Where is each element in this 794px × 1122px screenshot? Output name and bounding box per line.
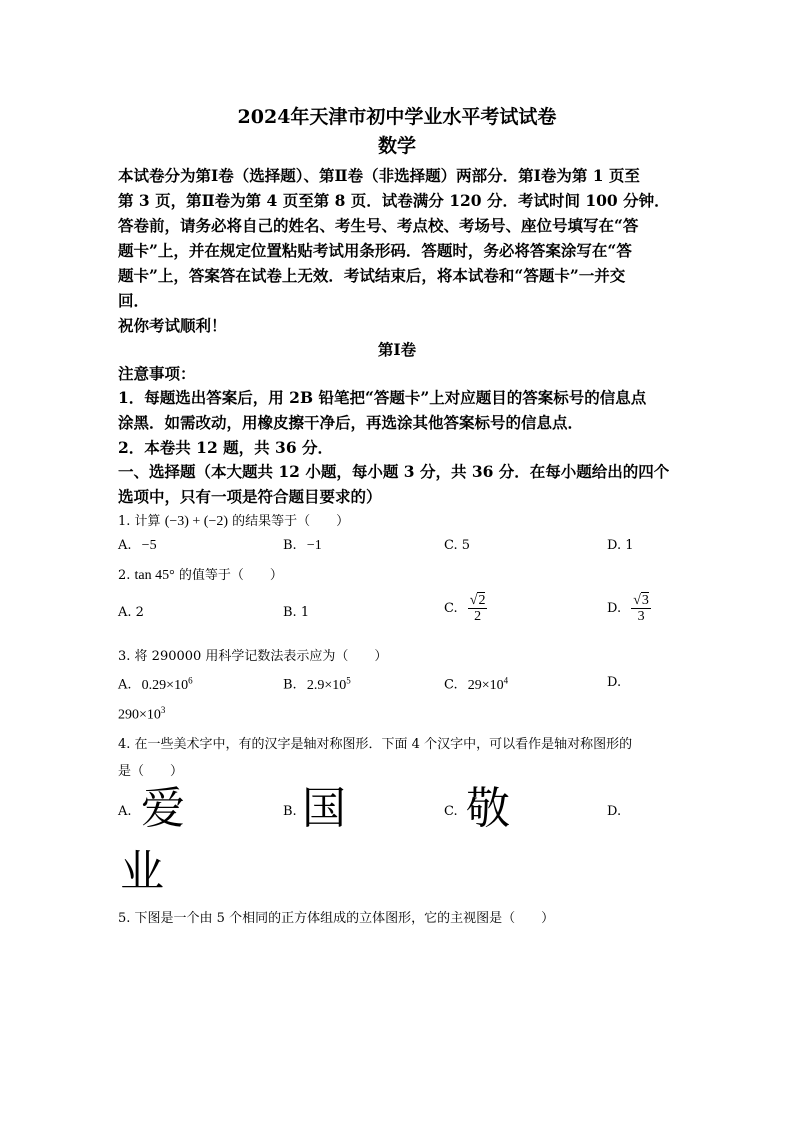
good-luck-line: 祝你考试顺利！ [118,316,227,335]
denominator: 3 [631,608,651,624]
sci-base: 0.29×10 [141,677,189,693]
sci-base: 290×10 [118,707,161,723]
radicand: 2 [478,593,486,608]
sci-base: 2.9×10 [306,677,347,693]
part-heading: 选项中，只有一项是符合题目要求的） [118,487,382,506]
sqrt-sign: √ [469,593,478,608]
q4-char-guo: 国 [302,783,346,834]
q4-option-c-label[interactable]: C. [444,804,458,819]
option-label: D. [607,600,622,616]
q2-option-b[interactable]: B. 1 [283,605,310,620]
q2-expression: tan 45° [134,568,175,583]
radicand: 3 [641,593,649,608]
q1-option-d[interactable]: D. 1 [607,538,634,553]
option-label: A. [118,677,132,693]
fraction-sqrt3-over-3 [631,592,651,625]
q4-char-jing: 敬 [466,783,510,834]
intro-line: 回． [118,291,150,310]
q1-option-a[interactable] [118,538,157,554]
question-4-line2: 是（ ） [118,764,184,779]
q2-option-d[interactable] [607,592,651,625]
q4-option-b-label[interactable]: B. [283,804,297,819]
fraction-sqrt2-over-2 [468,592,488,625]
sci-exponent: 4 [503,675,509,685]
option-label: B. [283,538,297,553]
q3-option-d-value [118,705,165,724]
note-line: 2．本卷共 12 题，共 36 分． [118,438,334,457]
q3-option-a[interactable] [118,675,193,694]
q2-suffix: 的值等于（ ） [178,568,283,583]
sci-exponent: 5 [346,675,351,685]
option-label: B. [283,677,297,693]
note-line: 涂黑．如需改动，用橡皮擦干净后，再选涂其他答案标号的信息点． [118,413,584,432]
sci-exponent: 3 [160,705,166,715]
intro-line: 答卷前，请务必将自己的姓名、考生号、考点校、考场号、座位号填写在“答 [118,216,639,235]
question-4-line1: 4. 在一些美术字中，有的汉字是轴对称图形．下面 4 个汉字中，可以看作是轴对称图形的 [118,737,633,752]
section-title: 第Ⅰ卷 [377,340,417,359]
q1-expression: (−3) + (−2) [164,514,229,529]
q3-option-b[interactable] [283,675,351,694]
intro-line: 题卡”上，答案答在试卷上无效．考试结束后，将本试卷和“答题卡”一并交 [118,266,626,285]
question-3: 3. 将 290000 用科学记数法表示应为（ ） [118,649,388,664]
sci-base: 29×10 [467,677,504,693]
question-2 [118,564,283,584]
q1-prefix: 1. 计算 [118,514,161,529]
q2-option-c[interactable] [444,592,487,625]
page-title: 2024年天津市初中学业水平考试试卷 [237,106,557,128]
q4-char-ye: 业 [120,846,164,897]
intro-line: 题卡”上，并在规定位置粘贴考试用条形码．答题时，务必将答案涂写在“答 [118,241,632,260]
q4-option-d-label[interactable]: D. [607,804,622,819]
sqrt-sign: √ [633,593,641,608]
q2-option-a[interactable]: A. 2 [118,605,144,620]
subject-title: 数学 [377,135,416,157]
sci-exponent: 6 [188,675,193,685]
q1-option-b[interactable] [283,538,322,554]
option-label: C. [444,600,458,616]
option-label: C. [444,677,458,693]
question-1 [118,510,349,530]
notes-title: 注意事项： [118,364,196,383]
option-value: −1 [306,538,322,553]
part-heading: 一、选择题（本大题共 12 小题，每小题 3 分，共 36 分．在每小题给出的四个 [118,462,670,481]
q1-option-c[interactable]: C. 5 [444,538,471,553]
option-label: A. [118,538,132,553]
q3-option-c[interactable] [444,675,508,694]
q2-prefix: 2. [118,568,131,583]
q4-option-a-label[interactable]: A. [118,804,132,819]
q3-option-d[interactable]: D. [607,675,622,690]
intro-line: 本试卷分为第Ⅰ卷（选择题）、第Ⅱ卷（非选择题）两部分．第Ⅰ卷为第 1 页至 [118,166,640,185]
option-value: −5 [141,538,157,553]
question-5: 5. 下图是一个由 5 个相同的正方体组成的立体图形，它的主视图是（ ） [118,911,555,926]
denominator: 2 [468,608,488,624]
note-line: 1．每题选出答案后，用 2B 铅笔把“答题卡”上对应题目的答案标号的信息点 [118,388,647,407]
intro-line: 第 3 页，第Ⅱ卷为第 4 页至第 8 页．试卷满分 120 分．考试时间 100 分钟． [118,191,670,210]
q1-suffix: 的结果等于（ ） [232,514,350,529]
q4-char-ai: 爱 [141,783,185,834]
